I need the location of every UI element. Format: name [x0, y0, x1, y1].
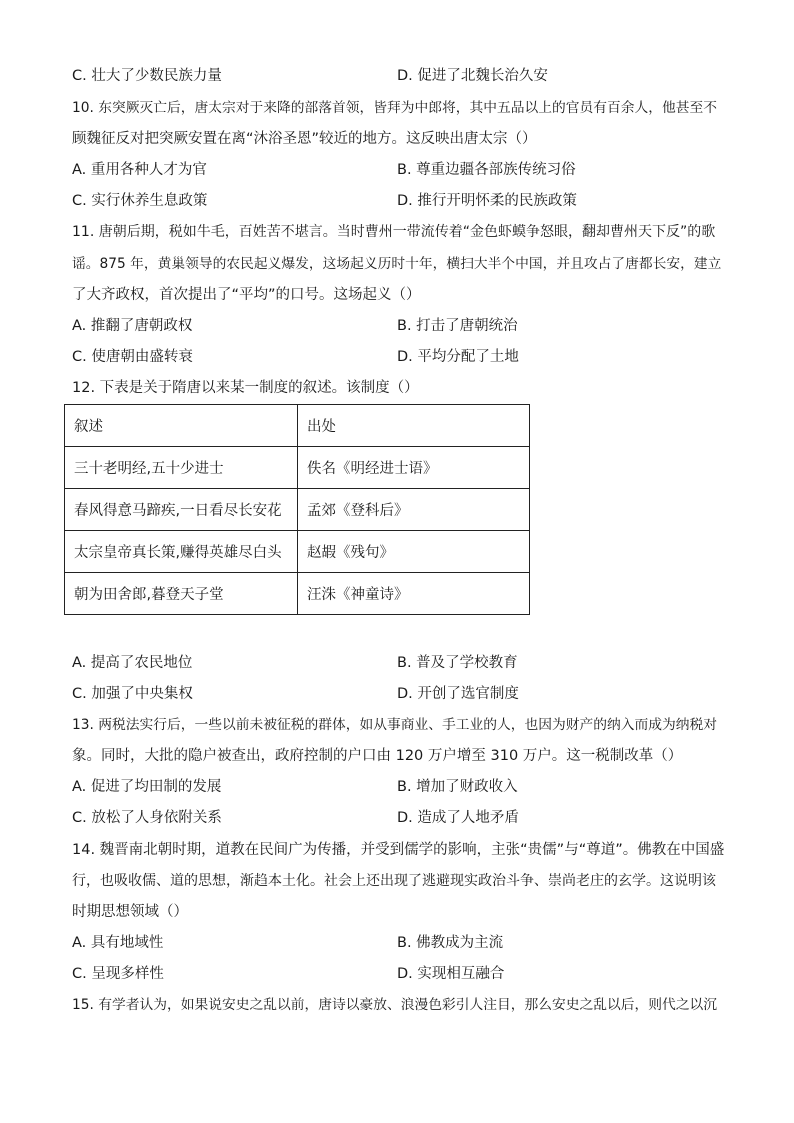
q10-option-c: C. 实行休养生息政策 [72, 193, 208, 209]
table-cell: 汪洙《神童诗》 [298, 573, 530, 615]
q10-option-b: B. 尊重边疆各部族传统习俗 [397, 162, 576, 178]
q11-option-c: C. 使唐朝由盛转衰 [72, 349, 193, 365]
q11-option-a: A. 推翻了唐朝政权 [72, 318, 193, 334]
table-header-cell: 叙述 [65, 405, 298, 447]
q13-option-a: A. 促进了均田制的发展 [72, 779, 222, 795]
q11-stem-line2: 谣。875 年，黄巢领导的农民起义爆发，这场起义历时十年，横扫大半个中国，并且攻占了唐都长安，建立 [72, 256, 722, 272]
q12-table [64, 404, 530, 615]
table-cell: 三十老明经,五十少进士 [65, 447, 298, 489]
q11-stem-line3: 了大齐政权，首次提出了“平均”的口号。这场起义（） [72, 287, 421, 303]
q14-stem-line1: 14. 魏晋南北朝时期，道教在民间广为传播，并受到儒学的影响，主张“贵儒”与“尊道”。佛教在中国盛 [72, 842, 725, 858]
q13-option-d: D. 造成了人地矛盾 [397, 810, 519, 826]
q9-option-c: C. 壮大了少数民族力量 [72, 68, 222, 84]
q10-stem-line2: 顾魏征反对把突厥安置在离“沐浴圣恩”较近的地方。这反映出唐太宗（） [72, 131, 537, 147]
table-cell: 佚名《明经进士语》 [298, 447, 530, 489]
table-cell: 春风得意马蹄疾,一日看尽长安花 [65, 489, 298, 531]
q14-option-b: B. 佛教成为主流 [397, 935, 504, 951]
q11-stem-line1: 11. 唐朝后期，税如牛毛，百姓苦不堪言。当时曹州一带流传着“金色虾蟆争怒眼，翻却曹州天下反”的歌 [72, 224, 716, 240]
q12-option-b: B. 普及了学校教育 [397, 655, 518, 671]
q14-option-d: D. 实现相互融合 [397, 966, 505, 982]
table-cell: 孟郊《登科后》 [298, 489, 530, 531]
q13-stem-line1: 13. 两税法实行后，一些以前未被征税的群体，如从事商业、手工业的人，也因为财产的纳入而成为纳税对 [72, 717, 717, 733]
table-row [65, 531, 530, 573]
q11-option-d: D. 平均分配了土地 [397, 349, 519, 365]
q9-option-d: D. 促进了北魏长治久安 [397, 68, 548, 84]
q10-option-d: D. 推行开明怀柔的民族政策 [397, 193, 577, 209]
q12-option-d: D. 开创了选官制度 [397, 686, 519, 702]
table-row [65, 573, 530, 615]
table-row [65, 447, 530, 489]
table-cell: 赵嘏《残句》 [298, 531, 530, 573]
q14-stem-line2: 行，也吸收儒、道的思想，渐趋本土化。社会上还出现了逃避现实政治斗争、崇尚老庄的玄学。这说明该 [72, 873, 716, 889]
table-row [65, 489, 530, 531]
table-cell: 太宗皇帝真长策,赚得英雄尽白头 [65, 531, 298, 573]
q14-stem-line3: 时期思想领域（） [72, 904, 188, 920]
q13-option-b: B. 增加了财政收入 [397, 779, 518, 795]
table-cell: 朝为田舍郎,暮登天子堂 [65, 573, 298, 615]
q12-stem: 12. 下表是关于隋唐以来某一制度的叙述。该制度（） [72, 380, 419, 396]
q10-option-a: A. 重用各种人才为官 [72, 162, 207, 178]
q10-stem-line1: 10. 东突厥灭亡后，唐太宗对于来降的部落首领，皆拜为中郎将，其中五品以上的官员有百余人，他甚至不 [72, 100, 717, 116]
q12-option-a: A. 提高了农民地位 [72, 655, 193, 671]
q12-option-c: C. 加强了中央集权 [72, 686, 193, 702]
q13-option-c: C. 放松了人身依附关系 [72, 810, 222, 826]
q14-option-c: C. 呈现多样性 [72, 966, 164, 982]
q11-option-b: B. 打击了唐朝统治 [397, 318, 518, 334]
table-header-cell: 出处 [298, 405, 530, 447]
q15-stem-line1: 15. 有学者认为，如果说安史之乱以前，唐诗以豪放、浪漫色彩引人注目，那么安史之乱以后，则代之以沉 [72, 997, 717, 1013]
q13-stem-line2: 象。同时，大批的隐户被查出，政府控制的户口由 120 万户增至 310 万户。这一税制改革（） [72, 748, 683, 764]
table-header-row [65, 405, 530, 447]
q14-option-a: A. 具有地域性 [72, 935, 164, 951]
